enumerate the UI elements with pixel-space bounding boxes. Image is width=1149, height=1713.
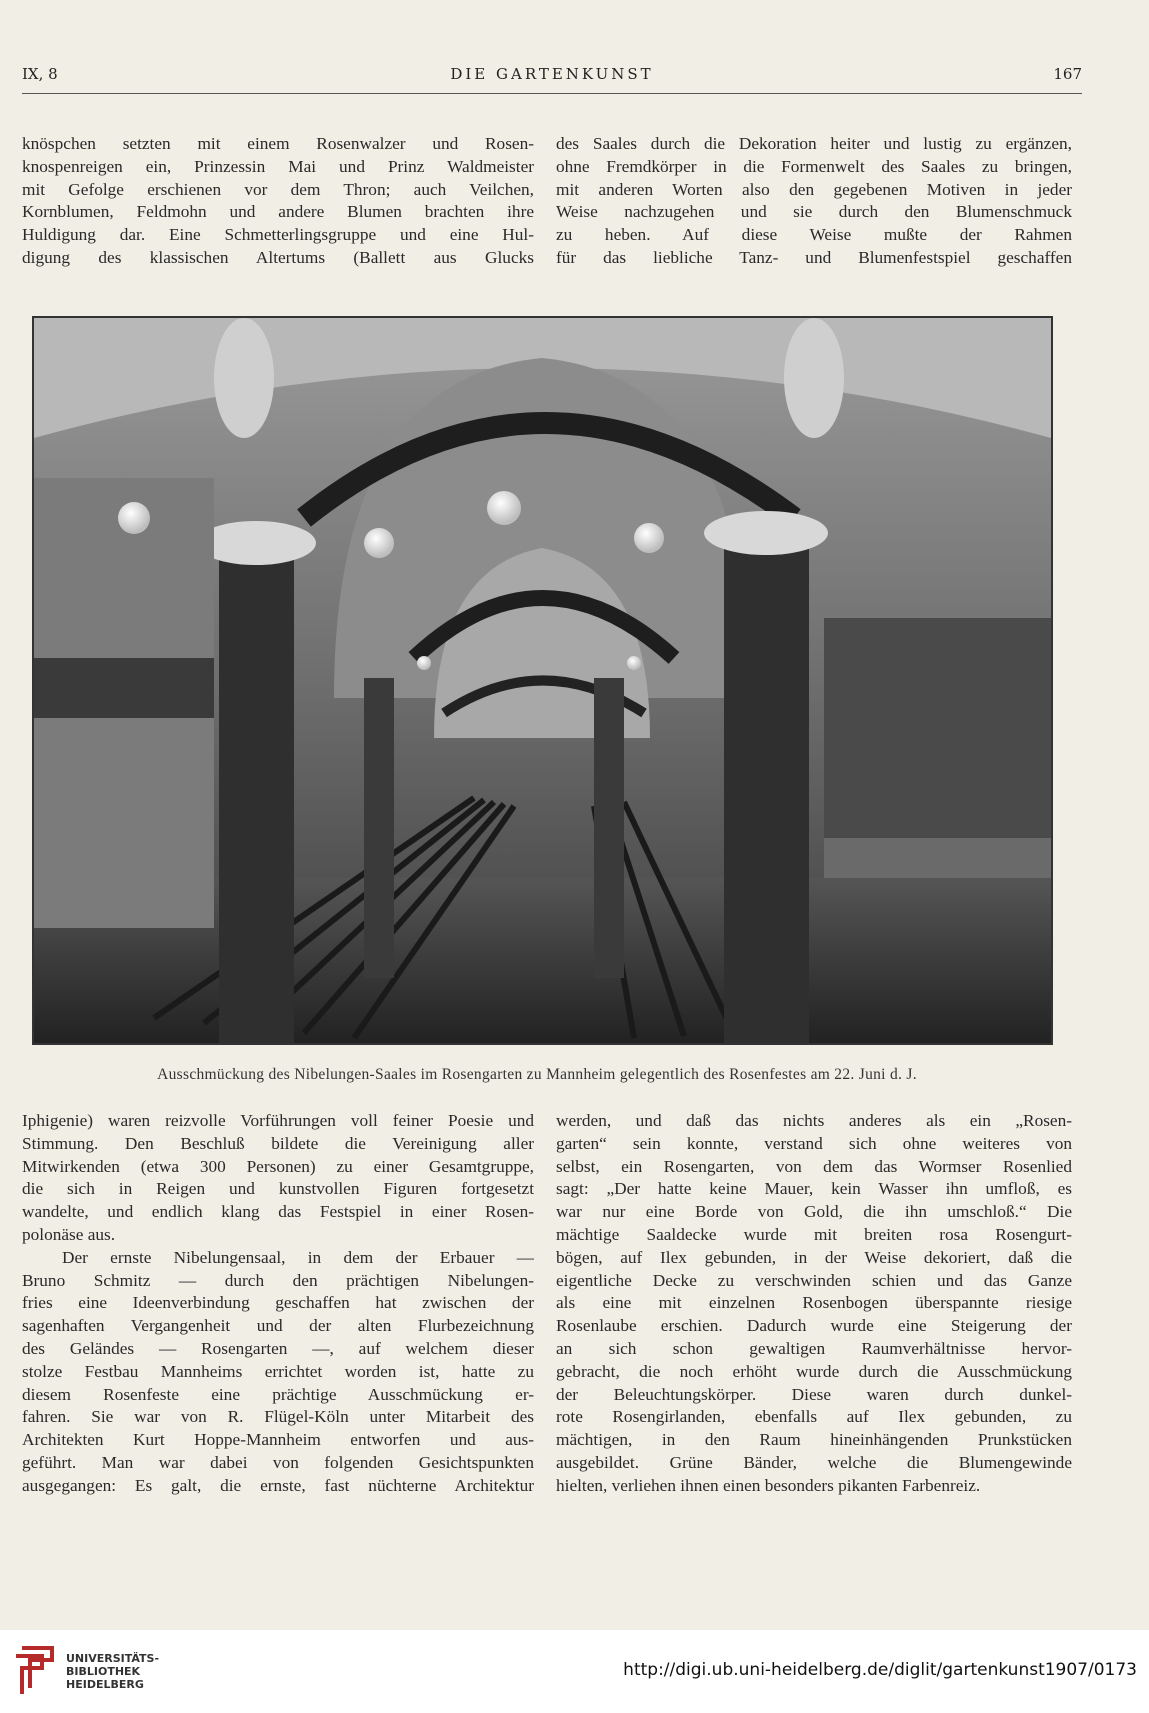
text-line: ausgegangen: Es galt, die ernste, fast nüchterne Architektur <box>22 1475 534 1495</box>
text-line: sagt: „Der hatte keine Mauer, kein Wasser ihn umfloß, es <box>556 1179 1072 1199</box>
library-name-line: BIBLIOTHEK <box>66 1665 141 1678</box>
text-line: als eine mit einzelnen Rosenbogen überspannte riesige <box>556 1293 1072 1313</box>
library-name <box>66 1652 159 1691</box>
journal-title: DIE GARTENKUNST <box>450 65 654 83</box>
issue-number: IX, 8 <box>22 65 58 83</box>
text-line: der Beleuchtungskörper. Diese waren durch dunkel- <box>556 1384 1072 1404</box>
text-line: knöspchen setzten mit einem Rosenwalzer und Rosen- <box>22 134 534 153</box>
text-line: gebracht, die noch erhöht wurde durch die Ausschmückung <box>556 1361 1072 1381</box>
text-line: mit Gefolge erschienen vor dem Thron; auch Veilchen, <box>22 179 534 199</box>
text-line: Kornblumen, Feldmohn und andere Blumen brachten ihre <box>22 202 534 222</box>
text-line: wandelte, und endlich klang das Festspiel in einer Rosen- <box>22 1202 534 1222</box>
text-line: des Geländes — Rosengarten —, auf welchem dieser <box>22 1338 534 1358</box>
text-column-bottom-right <box>556 1110 1072 1498</box>
text-column-top-left <box>22 133 534 270</box>
running-header <box>22 63 1082 94</box>
text-line: selbst, ein Rosengarten, von dem das Wormser Rosenlied <box>556 1156 1072 1176</box>
text-line: eigentliche Decke zu verschwinden schien und das Ganze <box>556 1270 1072 1290</box>
text-line: geführt. Man war dabei von folgenden Gesichtspunkten <box>22 1452 534 1472</box>
text-line: Der ernste Nibelungensaal, in dem der Erbauer — <box>62 1247 534 1267</box>
text-line: war nur eine Borde von Gold, die ihn umschloß.“ Die <box>556 1202 1072 1222</box>
text-line: Iphigenie) waren reizvolle Vorführungen voll feiner Poesie und <box>22 1111 534 1130</box>
text-line: knospenreigen ein, Prinzessin Mai und Prinz Waldmeister <box>22 156 534 176</box>
text-line: mit anderen Worten also den gegebenen Motiven in jeder <box>556 179 1072 199</box>
text-column-top-right <box>556 133 1072 270</box>
text-line: Rosenlaube erschien. Dadurch wurde eine Steigerung der <box>556 1316 1072 1336</box>
text-line: fahren. Sie war von R. Flügel-Köln unter Mitarbeit des <box>22 1407 534 1427</box>
text-line: zu heben. Auf diese Weise mußte der Rahmen <box>556 225 1072 245</box>
source-url-link[interactable]: http://digi.ub.uni-heidelberg.de/diglit/gartenkunst1907/0173 <box>623 1660 1137 1680</box>
library-footer <box>0 1630 1149 1713</box>
text-line: bögen, auf Ilex gebunden, in der Weise dekoriert, daß die <box>556 1247 1072 1267</box>
text-line: garten“ sein konnte, verstand sich ohne weiteres von <box>556 1133 1072 1153</box>
text-line: mächtige Saaldecke wurde mit breiten rosa Rosengurt- <box>556 1224 1072 1244</box>
text-line: werden, und daß das nichts anderes als ein „Rosen- <box>556 1111 1072 1130</box>
photo-caption: Ausschmückung des Nibelungen-Saales im Rosengarten zu Mannheim gelegentlich des Rosenfestes am 22. Juni d. J. <box>157 1066 917 1083</box>
hall-photograph <box>32 316 1053 1045</box>
text-column-bottom-left <box>22 1110 534 1498</box>
text-line: Stimmung. Den Beschluß bildete die Vereinigung aller <box>22 1133 534 1153</box>
text-line: Architekten Kurt Hoppe-Mannheim entworfen und aus- <box>22 1430 534 1450</box>
library-name-line: UNIVERSITÄTS- <box>66 1652 160 1665</box>
text-line: sagenhaften Vergangenheit und der alten Flurbezeichnung <box>22 1316 534 1336</box>
text-line: Huldigung dar. Eine Schmetterlingsgruppe und eine Hul- <box>22 225 534 245</box>
library-name-line: HEIDELBERG <box>66 1678 144 1691</box>
text-line: ohne Fremdkörper in die Formenwelt des Saales zu bringen, <box>556 156 1072 176</box>
text-line: diesem Rosenfeste eine prächtige Ausschmückung er- <box>22 1384 534 1404</box>
text-line: stolze Festbau Mannheims errichtet worden ist, hatte zu <box>22 1361 534 1381</box>
text-line: rote Rosengirlanden, ebenfalls auf Ilex gebunden, zu <box>556 1407 1072 1427</box>
text-line: polonäse aus. <box>22 1224 116 1244</box>
text-line: digung des klassischen Altertums (Ballett aus Glucks <box>22 247 534 267</box>
text-line: mächtigen, in den Raum hineinhängenden Prunkstücken <box>556 1430 1072 1450</box>
text-line: hielten, verliehen ihnen einen besonders pikanten Farbenreiz. <box>556 1475 981 1495</box>
text-line: Mitwirkenden (etwa 300 Personen) zu einer Gesamtgruppe, <box>22 1156 534 1176</box>
text-line: fries eine Ideenverbindung geschaffen hat zwischen der <box>22 1293 534 1313</box>
text-line: die sich in Reigen und kunstvollen Figuren fortgesetzt <box>22 1179 534 1199</box>
text-line: Bruno Schmitz — durch den prächtigen Nibelungen- <box>22 1270 534 1290</box>
library-logo-icon <box>12 1640 62 1696</box>
text-line: für das liebliche Tanz- und Blumenfestspiel geschaffen <box>556 247 1072 267</box>
text-line: ausgebildet. Grüne Bänder, welche die Blumengewinde <box>556 1452 1072 1472</box>
text-line: Weise nachzugehen und sie durch den Blumenschmuck <box>556 202 1072 222</box>
page-number: 167 <box>1053 65 1082 83</box>
text-line: an sich schon gewaltigen Raumverhältnisse hervor- <box>556 1338 1072 1358</box>
text-line: des Saales durch die Dekoration heiter und lustig zu ergänzen, <box>556 134 1072 153</box>
